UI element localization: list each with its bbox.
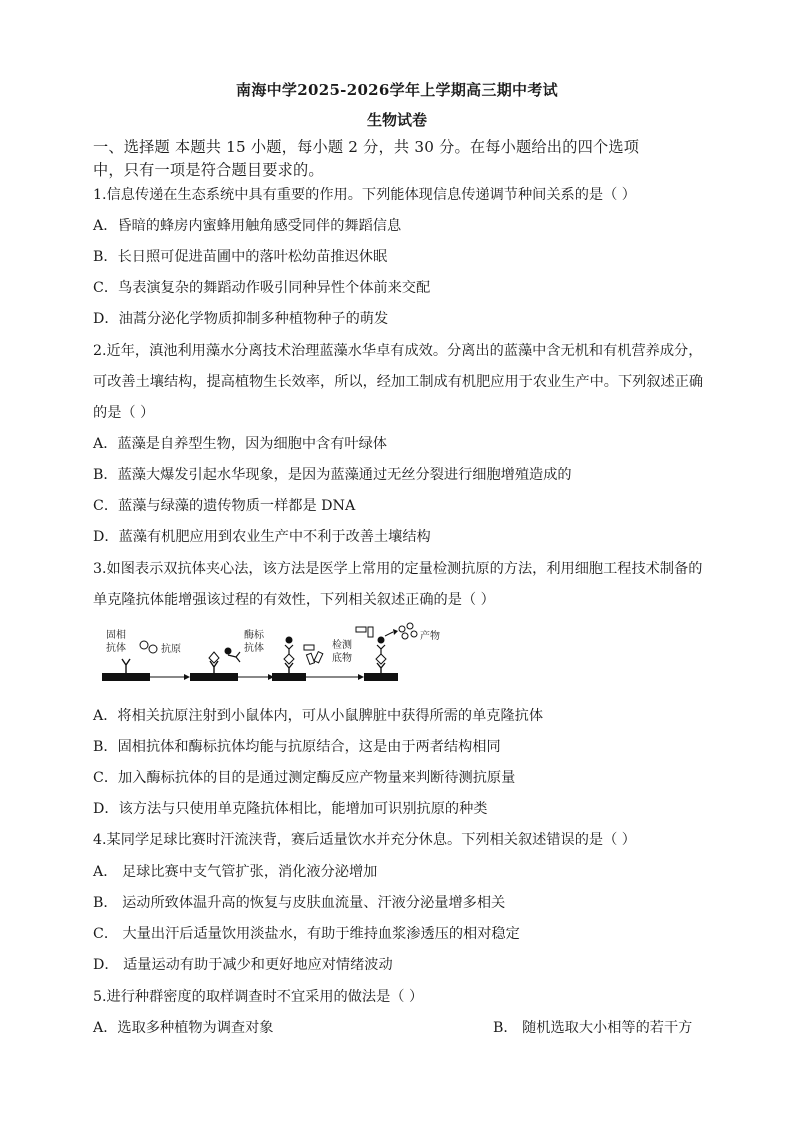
q1-option-a: A．昏暗的蜂房内蜜蜂用触角感受同伴的舞蹈信息: [93, 218, 402, 234]
q3-stem-line2: 单克隆抗体能增强该过程的有效性，下列相关叙述正确的是（ ）: [93, 592, 495, 608]
label-substrate-1: 检测: [332, 640, 352, 651]
q2-stem-line2: 可改善土壤结构，提高植物生长效率，所以，经加工制成有机肥应用于农业生产中。下列叙述正确: [93, 374, 704, 390]
q1-stem: 1.信息传递在生态系统中具有重要的作用。下列能体现信息传递调节种间关系的是（ ）: [93, 187, 636, 203]
label-fixed-antibody-1: 固相: [106, 630, 126, 641]
arrow-3-head: [358, 674, 364, 680]
q5-option-b: B． 随机选取大小相等的若干方: [493, 1020, 693, 1036]
q2-option-b: B．蓝藻大爆发引起水华现象，是因为蓝藻通过无丝分裂进行细胞增殖造成的: [93, 467, 572, 483]
bound-antigen-icon-3: [284, 654, 294, 664]
reaction-arrow: [385, 632, 393, 636]
enzyme-antibody-bound-icon-3: [285, 645, 293, 654]
substrate-icon-4: [356, 627, 366, 632]
solid-phase-plate-2: [190, 673, 238, 681]
enzyme-antibody-bound-icon-4: [377, 645, 385, 654]
label-product: 产物: [420, 631, 440, 642]
bound-antigen-icon-4: [376, 654, 386, 664]
product-icon-1: [399, 626, 405, 632]
q2-option-d: D．蓝藻有机肥应用到农业生产中不利于改善土壤结构: [93, 529, 431, 545]
antigen-icon-1: [140, 641, 148, 649]
solid-phase-plate-4: [364, 673, 398, 681]
q2-option-c: C．蓝藻与绿藻的遗传物质一样都是 DNA: [93, 498, 356, 514]
exam-title: 南海中学2025-2026学年上学期高三期中考试: [236, 81, 558, 99]
q2-stem-line3: 的是（ ）: [93, 405, 155, 421]
antigen-icon-2: [149, 645, 157, 653]
solid-phase-plate-1: [102, 673, 150, 681]
substrate-icon-3: [314, 652, 323, 663]
enzyme-icon-free: [225, 648, 232, 655]
enzyme-icon-4: [378, 637, 385, 644]
section-heading-line1: 一、选择题 本题共 15 小题，每小题 2 分，共 30 分。在每小题给出的四个选项: [93, 138, 640, 156]
product-icon-2: [407, 623, 413, 629]
product-icon-4: [411, 631, 417, 637]
q4-option-b: B． 运动所致体温升高的恢复与皮肤血流量、汗液分泌量增多相关: [93, 895, 506, 911]
substrate-icon-5: [368, 627, 373, 637]
substrate-icon-1: [304, 645, 314, 650]
q4-stem: 4.某同学足球比赛时汗流浃背，赛后适量饮水并充分休息。下列相关叙述错误的是（ ）: [93, 832, 636, 848]
q2-option-a: A．蓝藻是自养型生物，因为细胞中含有叶绿体: [93, 436, 387, 452]
sandwich-elisa-diagram: [100, 621, 460, 687]
enzyme-icon-3: [286, 637, 293, 644]
q3-stem-line1: 3.如图表示双抗体夹心法，该方法是医学上常用的定量检测抗原的方法，利用细胞工程技术制备的: [93, 561, 703, 577]
q3-option-c: C．加入酶标抗体的目的是通过测定酶反应产物量来判断待测抗原量: [93, 770, 516, 786]
section-heading-line2: 中，只有一项是符合题目要求的。: [93, 161, 324, 179]
q4-option-d: D． 适量运动有助于减少和更好地应对情绪波动: [93, 957, 393, 973]
q4-option-c: C． 大量出汗后适量饮用淡盐水，有助于维持血浆渗透压的相对稳定: [93, 926, 520, 942]
q1-option-c: C．鸟表演复杂的舞蹈动作吸引同种异性个体前来交配: [93, 280, 431, 296]
label-enzyme-antibody-1: 酶标: [244, 630, 264, 641]
q1-option-b: B．长日照可促进苗圃中的落叶松幼苗推迟休眠: [93, 249, 388, 265]
label-fixed-antibody-2: 抗体: [106, 643, 126, 654]
q2-stem-line1: 2.近年，滇池利用藻水分离技术治理蓝藻水华卓有成效。分离出的蓝藻中含无机和有机营养成分，: [93, 343, 703, 359]
fixed-antibody-icon: [122, 659, 130, 673]
label-enzyme-antibody-2: 抗体: [244, 643, 264, 654]
solid-phase-plate-3: [272, 673, 306, 681]
q3-option-d: D．该方法与只使用单克隆抗体相比，能增加可识别抗原的种类: [93, 801, 488, 817]
arrow-1-head: [184, 674, 190, 680]
exam-subtitle: 生物试卷: [366, 111, 427, 129]
q5-option-a: A．选取多种植物为调查对象: [93, 1020, 274, 1036]
q3-option-b: B．固相抗体和酶标抗体均能与抗原结合，这是由于两者结构相同: [93, 739, 501, 755]
q1-option-d: D．油蒿分泌化学物质抑制多种植物种子的萌发: [93, 311, 389, 327]
q4-option-a: A． 足球比赛中支气管扩张，消化液分泌增加: [93, 864, 378, 880]
product-icon-3: [402, 633, 408, 639]
label-substrate-2: 底物: [332, 653, 352, 664]
q5-stem: 5.进行种群密度的取样调查时不宜采用的做法是（ ）: [93, 989, 424, 1005]
q3-option-a: A．将相关抗原注射到小鼠体内，可从小鼠脾脏中获得所需的单克隆抗体: [93, 708, 544, 724]
reaction-arrow-head: [393, 629, 398, 635]
label-antigen: 抗原: [161, 644, 181, 655]
substrate-icon-2: [306, 653, 314, 664]
